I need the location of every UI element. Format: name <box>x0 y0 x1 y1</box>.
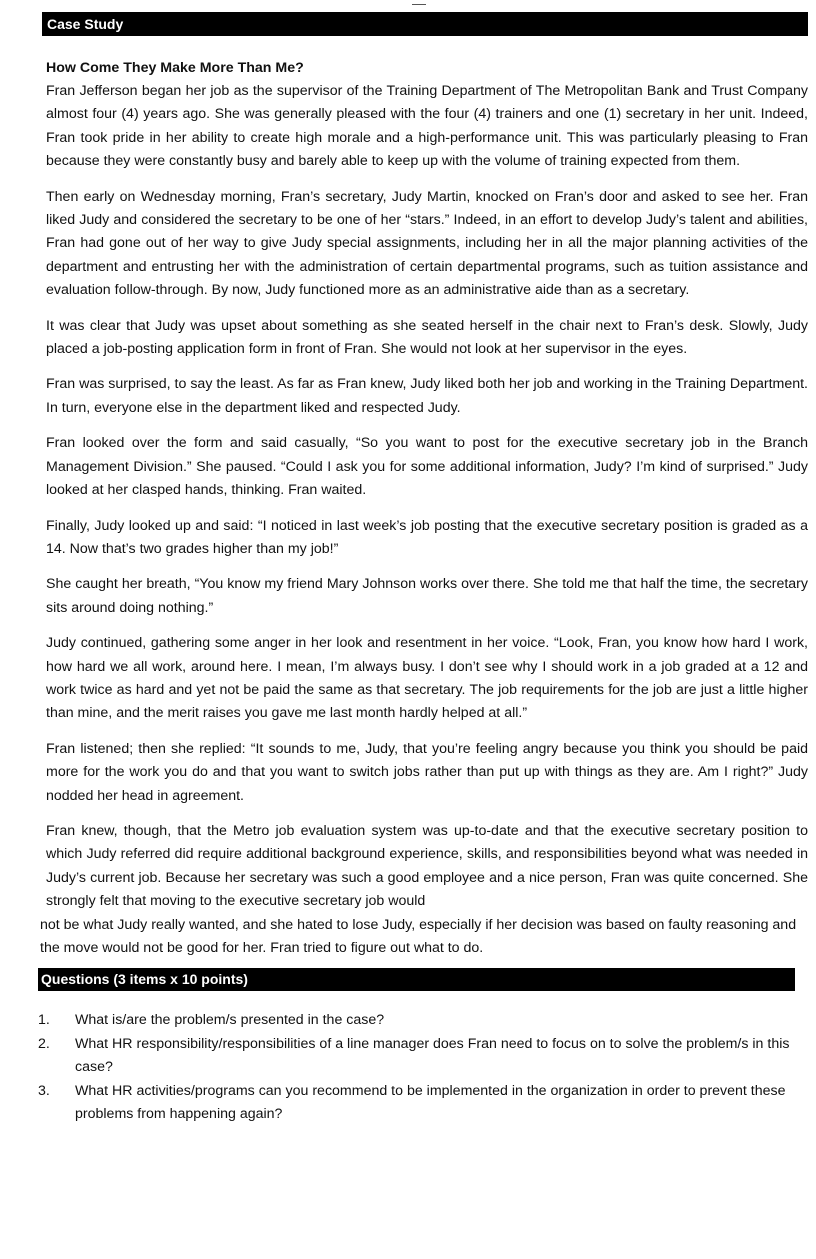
case-paragraph: It was clear that Judy was upset about something as she seated herself in the chair next to Fran’s desk. Slowly, Judy placed a job-posting application form in front of Fran. She would not look at her supervisor in the eyes. <box>46 317 808 358</box>
case-title: How Come They Make More Than Me? <box>46 60 304 76</box>
case-study-header: Case Study <box>42 12 808 36</box>
questions-list <box>38 1009 808 1126</box>
scan-mark <box>412 4 426 7</box>
case-content <box>38 57 808 1126</box>
case-paragraph: Fran Jefferson began her job as the supervisor of the Training Department of The Metropolitan Bank and Trust Company almost four (4) years ago. She was generally pleased with the four (4) trainers and one (1) secretary in her unit. Indeed, Fran took pride in her ability to create high morale and a high-performance unit. This was particularly pleasing to Fran because they were constantly busy and barely able to keep up with the volume of training expected from them. <box>46 83 808 170</box>
case-paragraph: Fran looked over the form and said casually, “So you want to post for the executive secretary job in the Branch Management Division.” She paused. “Could I ask you for some additional information, Judy? I’m kind of surprised.” Judy looked at her clasped hands, thinking. Fran waited. <box>46 435 808 499</box>
case-paragraph-continued: not be what Judy really wanted, and she hated to lose Judy, especially if her decision was based on faulty reasoning and the move would not be good for her. Fran tried to figure out what to do. <box>40 916 797 956</box>
case-paragraph: She caught her breath, “You know my friend Mary Johnson works over there. She told me that half the time, the secretary sits around doing nothing.” <box>46 576 808 616</box>
question-number: 2. <box>38 1035 50 1052</box>
question-item <box>38 1033 808 1080</box>
question-text: What HR responsibility/responsibilities of a line manager does Fran need to focus on to solve the problem/s in this case? <box>75 1035 790 1076</box>
question-number: 1. <box>38 1012 50 1029</box>
case-paragraph: Fran listened; then she replied: “It sounds to me, Judy, that you’re feeling angry because you think you should be paid more for the work you do and that you want to switch jobs rather than put up with things as they are. Am I right?” Judy nodded her head in agreement. <box>46 740 808 804</box>
case-paragraph: Finally, Judy looked up and said: “I noticed in last week’s job posting that the executive secretary position is graded as a 14. Now that’s two grades higher than my job!” <box>46 517 808 557</box>
question-text: What HR activities/programs can you recommend to be implemented in the organization in order to prevent these problems from happening again? <box>75 1082 786 1123</box>
case-paragraph: Then early on Wednesday morning, Fran’s secretary, Judy Martin, knocked on Fran’s door and asked to see her. Fran liked Judy and considered the secretary to be one of her “stars.” Indeed, in an effort to develop Judy’s talent and abilities, Fran had gone out of her way to give Judy special assignments, including her in all the major planning activities of the department and entrusting her with the administration of certain departmental programs, such as tuition assistance and evaluation follow-through. By now, Judy functioned more as an administrative aide than as a secretary. <box>46 188 808 299</box>
case-paragraph: Fran was surprised, to say the least. As far as Fran knew, Judy liked both her job and working in the Training Department. In turn, everyone else in the department liked and respected Judy. <box>46 376 808 416</box>
question-text: What is/are the problem/s presented in the case? <box>75 1012 385 1029</box>
case-paragraph: Fran knew, though, that the Metro job evaluation system was up-to-date and that the executive secretary position to which Judy referred did require additional background experience, skills, and responsibilities beyond what was needed in Judy’s current job. Because her secretary was such a good employee and a nice person, Fran was quite concerned. She strongly felt that moving to the executive secretary job would <box>46 822 808 910</box>
question-item <box>38 1080 808 1127</box>
case-paragraph: Judy continued, gathering some anger in her look and resentment in her voice. “Look, Fran, you know how hard I work, how hard we all work, around here. I mean, I’m always busy. I don’t see why I should work in a job graded at a 12 and work twice as hard and yet not be paid the same as that secretary. The job requirements for the job are just a little higher than mine, and the merit raises you gave me last month hardly helped at all.” <box>46 635 808 722</box>
question-item <box>38 1009 808 1032</box>
questions-header: Questions (3 items x 10 points) <box>38 968 795 991</box>
question-number: 3. <box>38 1082 50 1099</box>
